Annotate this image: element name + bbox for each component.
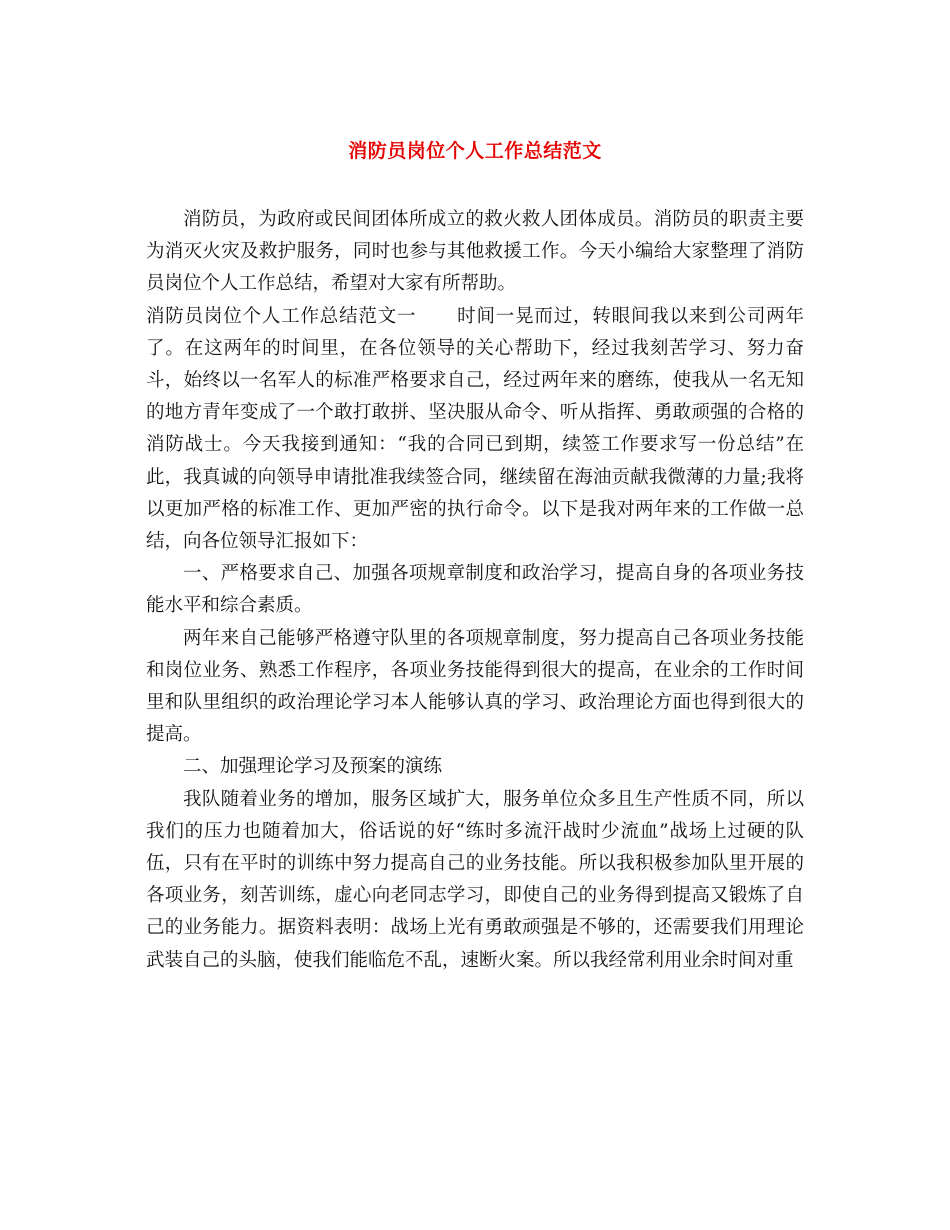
point2-heading: 二、加强理论学习及预案的演练 <box>183 756 443 778</box>
section-paragraph <box>146 301 804 559</box>
section-text: 时间一晃而过，转眼间我以来到公司两年了。在这两年的时间里，在各位领导的关心帮助下，经过我刻苦学习、努力奋斗，始终以一名军人的标准严格要求自己，经过两年来的磨练，使我从一名无知的地方青年变成了一个敢打敢拼、坚决服从命令、听从指挥、勇敢顽强的合格的消防战士。今天我接到通知：“我的合同已到期，续签工作要求写一份总结”在此，我真诚的向领导申请批准我续签合同，继续留在海油贡献我微薄的力量;我将以更加严格的标准工作、更加严密的执行命令。以下是我对两年来的工作做一总结，向各位领导汇报如下： <box>146 305 804 553</box>
intro-paragraph: 消防员，为政府或民间团体所成立的救火救人团体成员。消防员的职责主要为消灭火灾及救护服务，同时也参与其他救援工作。今天小编给大家整理了消防员岗位个人工作总结，希望对大家有所帮助。 <box>146 209 804 295</box>
point1-paragraph: 两年来自己能够严格遵守队里的各项规章制度，努力提高自己各项业务技能和岗位业务、熟悉工作程序，各项业务技能得到很大的提高，在业余的工作时间里和队里组织的政治理论学习本人能够认真的学习、政治理论方面也得到很大的提高。 <box>146 627 804 746</box>
point1-heading: 一、严格要求自己、加强各项规章制度和政治学习，提高自身的各项业务技能水平和综合素质。 <box>146 563 804 617</box>
point2-paragraph: 我队随着业务的增加，服务区域扩大，服务单位众多且生产性质不同，所以我们的压力也随着加大，俗话说的好“练时多流汗战时少流血”战场上过硬的队伍，只有在平时的训练中努力提高自己的业务技能。所以我积极参加队里开展的各项业务，刻苦训练，虚心向老同志学习，即使自己的业务得到提高又锻炼了自己的业务能力。据资料表明：战场上光有勇敢顽强是不够的，还需要我们用理论武装自己的头脑，使我们能临危不乱，速断火案。所以我经常利用业余时间对重 <box>146 788 804 971</box>
document-body <box>146 204 804 977</box>
document-title: 消防员岗位个人工作总结范文 <box>348 140 602 162</box>
section-heading: 消防员岗位个人工作总结范文一 <box>146 305 417 327</box>
